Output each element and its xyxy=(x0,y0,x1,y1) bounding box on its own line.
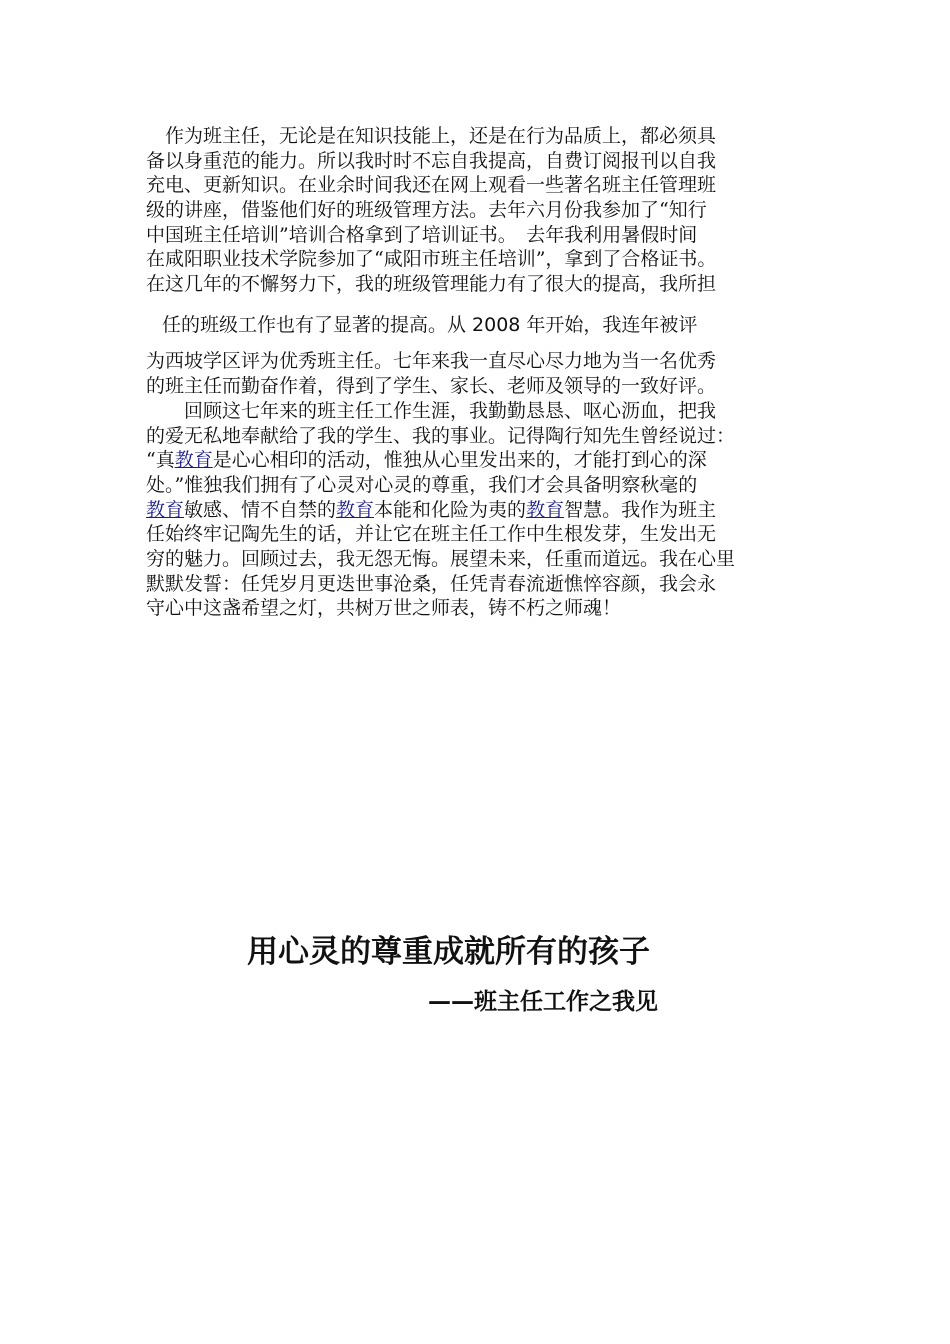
text-run: “真 xyxy=(146,449,175,471)
text-run: 智慧。我作为班主 xyxy=(564,499,717,521)
article-subtitle: ——班主任工作之我见 xyxy=(428,989,658,1015)
text-run: 敏感、情不自禁的 xyxy=(184,499,337,521)
paragraph-line: 在咸阳职业技术学院参加了“咸阳市班主任培训”，拿到了合格证书。 xyxy=(146,248,717,270)
paragraph-line: 中国班主任培训”培训合格拿到了培训证书。 去年我利用暑假时间 xyxy=(146,224,698,246)
paragraph-line: 穷的魅力。回顾过去，我无怨无悔。展望未来，任重而道远。我在心里 xyxy=(146,548,736,570)
paragraph-line: 处。”惟独我们拥有了心灵对心灵的尊重，我们才会具备明察秋毫的 xyxy=(146,474,698,496)
paragraph-line: 备以身重范的能力。所以我时时不忘自我提高，自费订阅报刊以自我 xyxy=(146,150,717,172)
education-link[interactable]: 教育 xyxy=(526,499,565,521)
paragraph-line: 作为班主任，无论是在知识技能上，还是在行为品质上，都必须具 xyxy=(146,125,717,147)
education-link[interactable]: 教育 xyxy=(174,449,213,471)
paragraph-line: 在这几年的不懈努力下，我的班级管理能力有了很大的提高，我所担 xyxy=(146,273,717,295)
paragraph-line: 任的班级工作也有了显著的提高。从 2008 年开始，我连年被评 xyxy=(162,314,698,336)
paragraph-line xyxy=(146,498,826,523)
paragraph-line: 的爱无私地奉献给了我的学生、我的事业。记得陶行知先生曾经说过： xyxy=(146,425,736,447)
paragraph-line: 回顾这七年来的班主任工作生涯，我勤勤恳恳、呕心沥血，把我 xyxy=(146,400,717,422)
education-link[interactable]: 教育 xyxy=(336,499,375,521)
paragraph-line: 默默发誓：任凭岁月更迭世事沧桑，任凭青春流逝憔悴容颜，我会永 xyxy=(146,573,717,595)
education-link[interactable]: 教育 xyxy=(146,499,185,521)
text-run: 是心心相印的活动，惟独从心里发出来的，才能打到心的深 xyxy=(212,449,707,471)
paragraph-line: 为西坡学区评为优秀班主任。七年来我一直尽心尽力地为当一名优秀 xyxy=(146,350,717,372)
paragraph-line xyxy=(146,448,826,473)
paragraph-line: 级的讲座，借鉴他们好的班级管理方法。去年六月份我参加了“知行 xyxy=(146,199,707,221)
text-run: 本能和化险为夷的 xyxy=(374,499,527,521)
paragraph-line: 的班主任而勤奋作着，得到了学生、家长、老师及领导的一致好评。 xyxy=(146,375,717,397)
paragraph-line: 守心中这盏希望之灯，共树万世之师表，铸不朽之师魂！ xyxy=(146,597,622,619)
paragraph-line: 充电、更新知识。在业余时间我还在网上观看一些著名班主任管理班 xyxy=(146,174,717,196)
article-title: 用心灵的尊重成就所有的孩子 xyxy=(247,934,650,970)
paragraph-line: 任始终牢记陶先生的话，并让它在班主任工作中生根发芽，生发出无 xyxy=(146,523,717,545)
